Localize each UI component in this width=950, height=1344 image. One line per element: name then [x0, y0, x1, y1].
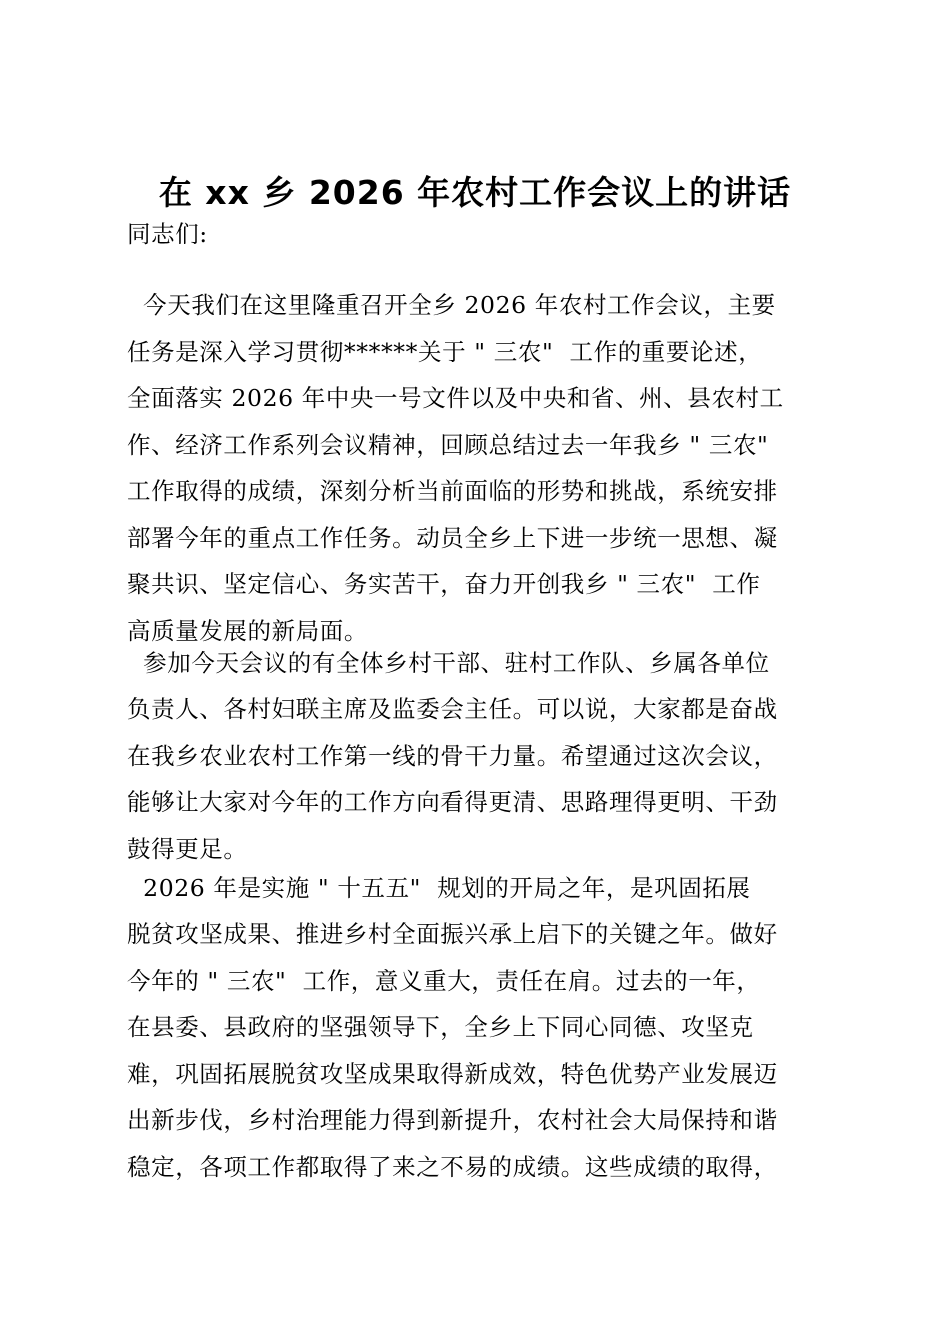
- paragraph-3-line-2: 脱贫攻坚成果、推进乡村全面振兴承上启下的关键之年。做好: [127, 920, 778, 948]
- paragraph-1-line-4: 作、经济工作系列会议精神，回顾总结过去一年我乡 " 三农": [127, 431, 769, 459]
- paragraph-3-line-1: 2026 年是实施 " 十五五" 规划的开局之年，是巩固拓展: [127, 874, 751, 902]
- paragraph-2-line-3: 在我乡农业农村工作第一线的骨干力量。希望通过这次会议，: [127, 742, 778, 770]
- paragraph-2-line-4: 能够让大家对今年的工作方向看得更清、思路理得更明、干劲: [127, 788, 778, 816]
- paragraph-3-line-6: 出新步伐，乡村治理能力得到新提升，农村社会大局保持和谐: [127, 1106, 778, 1134]
- paragraph-1-line-1: 今天我们在这里隆重召开全乡 2026 年农村工作会议，主要: [127, 291, 776, 319]
- paragraph-3-line-3: 今年的 " 三农" 工作，意义重大，责任在肩。过去的一年，: [127, 967, 761, 995]
- document-title: 在 xx 乡 2026 年农村工作会议上的讲话: [158, 173, 792, 212]
- paragraph-1-line-3: 全面落实 2026 年中央一号文件以及中央和省、州、县农村工: [127, 384, 784, 412]
- paragraph-1-line-6: 部署今年的重点工作任务。动员全乡上下进一步统一思想、凝: [127, 524, 778, 552]
- paragraph-1-line-5: 工作取得的成绩，深刻分析当前面临的形势和挑战，系统安排: [127, 477, 778, 505]
- paragraph-3-line-4: 在县委、县政府的坚强领导下，全乡上下同心同德、攻坚克: [127, 1013, 754, 1041]
- paragraph-2-line-5: 鼓得更足。: [127, 835, 248, 863]
- paragraph-1-line-7: 聚共识、坚定信心、务实苦干，奋力开创我乡 " 三农" 工作: [127, 570, 761, 598]
- paragraph-1-line-2: 任务是深入学习贯彻******关于 " 三农" 工作的重要论述，: [127, 338, 763, 366]
- salutation: 同志们:: [127, 220, 208, 248]
- paragraph-2-line-1: 参加今天会议的有全体乡村干部、驻村工作队、乡属各单位: [127, 649, 770, 677]
- paragraph-3-line-7: 稳定，各项工作都取得了来之不易的成绩。这些成绩的取得，: [127, 1153, 778, 1181]
- paragraph-2-line-2: 负责人、各村妇联主席及监委会主任。可以说，大家都是奋战: [127, 695, 778, 723]
- paragraph-1-line-8: 高质量发展的新局面。: [127, 617, 368, 645]
- paragraph-3-line-5: 难，巩固拓展脱贫攻坚成果取得新成效，特色优势产业发展迈: [127, 1060, 778, 1088]
